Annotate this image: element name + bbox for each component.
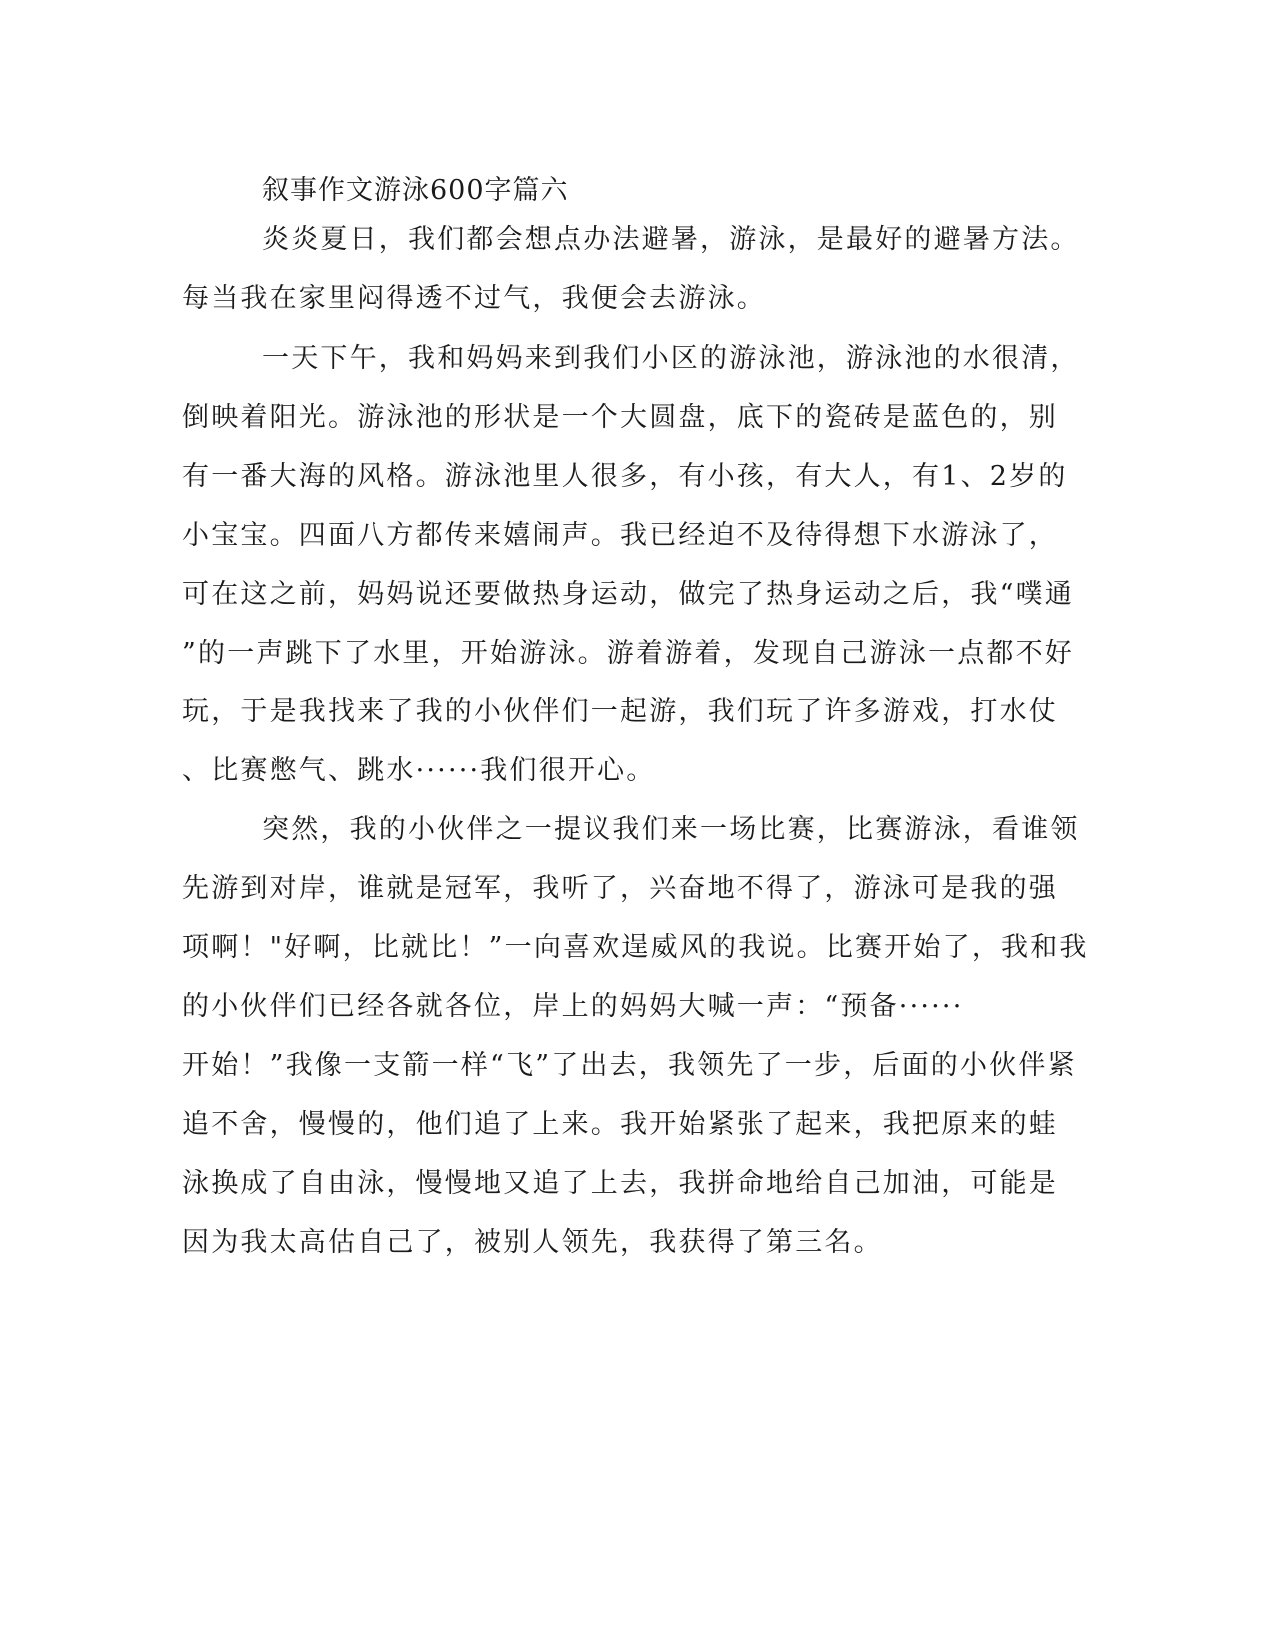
text-line: 炎炎夏日，我们都会想点办法避暑，游泳，是最好的避暑方法。 — [262, 224, 1080, 255]
text-line: ”的一声跳下了水里，开始游泳。游着游着，发现自己游泳一点都不好 — [182, 638, 1075, 669]
text-line: 每当我在家里闷得透不过气，我便会去游泳。 — [182, 283, 766, 314]
text-line: 泳换成了自由泳，慢慢地又追了上去，我拼命地给自己加油，可能是 — [182, 1168, 1058, 1199]
text-line: 倒映着阳光。游泳池的形状是一个大圆盘，底下的瓷砖是蓝色的，别 — [182, 402, 1058, 433]
text-line: 小宝宝。四面八方都传来嬉闹声。我已经迫不及待得想下水游泳了， — [182, 520, 1058, 551]
text-line: 的小伙伴们已经各就各位，岸上的妈妈大喊一声：“预备······ — [182, 991, 964, 1022]
text-line: 可在这之前，妈妈说还要做热身运动，做完了热身运动之后，我“噗通 — [182, 579, 1075, 610]
text-line: 项啊！"好啊，比就比！”一向喜欢逞威风的我说。比赛开始了，我和我 — [182, 932, 1089, 963]
text-line: 先游到对岸，谁就是冠军，我听了，兴奋地不得了，游泳可是我的强 — [182, 873, 1058, 904]
document-title: 叙事作文游泳600字篇六 — [262, 175, 569, 206]
text-line: 因为我太高估自己了，被别人领先，我获得了第三名。 — [182, 1227, 883, 1258]
text-line: 、比赛憋气、跳水······我们很开心。 — [182, 755, 656, 786]
text-line: 突然，我的小伙伴之一提议我们来一场比赛，比赛游泳，看谁领 — [262, 814, 1080, 845]
text-line: 玩，于是我找来了我的小伙伴们一起游，我们玩了许多游戏，打水仗 — [182, 696, 1058, 727]
text-line: 一天下午，我和妈妈来到我们小区的游泳池，游泳池的水很清， — [262, 343, 1080, 374]
text-line: 开始！”我像一支箭一样“飞”了出去，我领先了一步，后面的小伙伴紧 — [182, 1050, 1077, 1081]
text-line: 有一番大海的风格。游泳池里人很多，有小孩，有大人，有1、2岁的 — [182, 461, 1068, 492]
text-line: 追不舍，慢慢的，他们追了上来。我开始紧张了起来，我把原来的蛙 — [182, 1109, 1058, 1140]
